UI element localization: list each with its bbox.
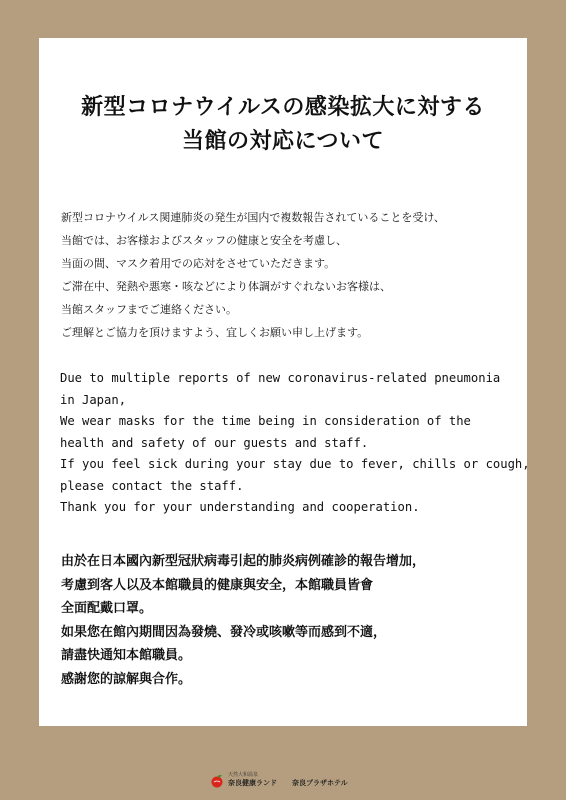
japanese-line: ご理解とご協力を頂けますよう、宜しくお願い申し上げます。 xyxy=(61,326,369,339)
title-line-2: 当館の対応について xyxy=(181,128,385,154)
english-line: in Japan, xyxy=(60,392,127,407)
chinese-line: 請盡快通知本館職員。 xyxy=(61,648,192,663)
chinese-notice xyxy=(61,550,513,691)
english-line: please contact the staff. xyxy=(60,478,244,493)
notice-title xyxy=(39,90,527,158)
apple-leaf-logo-icon xyxy=(210,774,224,788)
footer-brand xyxy=(0,770,566,794)
japanese-line: 当面の間、マスク着用での応対をさせていただきます。 xyxy=(61,257,336,270)
notice-sheet xyxy=(39,38,530,726)
footer-tagline: 天然大和温泉 xyxy=(228,772,259,778)
chinese-line: 全面配戴口罩。 xyxy=(61,601,153,616)
chinese-line: 感謝您的諒解與合作。 xyxy=(61,671,192,687)
english-notice xyxy=(60,368,530,519)
title-line-1: 新型コロナウイルスの感染拡大に対する xyxy=(81,94,485,120)
footer-name-plaza-hotel: 奈良プラザホテル xyxy=(292,779,348,787)
english-line: Due to multiple reports of new coronavirus-related pneumonia xyxy=(60,371,501,385)
english-line: We wear masks for the time being in consideration of the xyxy=(60,414,471,428)
japanese-notice xyxy=(61,206,513,344)
chinese-line: 由於在日本國內新型冠狀病毒引起的肺炎病例確診的報告增加， xyxy=(61,554,426,569)
chinese-line: 考慮到客人以及本館職員的健康與安全，本館職員皆會 xyxy=(61,577,374,593)
japanese-line: ご滞在中、発熱や悪寒・咳などにより体調がすぐれないお客様は、 xyxy=(61,280,391,293)
japanese-line: 当館では、お客様およびスタッフの健康と安全を考慮し、 xyxy=(61,234,347,247)
japanese-line: 当館スタッフまでご連絡ください。 xyxy=(61,303,237,316)
chinese-line: 如果您在館內期間因為發燒、發冷或咳嗽等而感到不適， xyxy=(61,624,387,640)
english-line: Thank you for your understanding and cooperation. xyxy=(60,500,420,514)
footer-name-health-land: 奈良健康ランド xyxy=(228,779,277,787)
english-line: If you feel sick during your stay due to fever, chills or cough, xyxy=(60,457,530,471)
english-line: health and safety of our guests and staff. xyxy=(60,435,369,450)
japanese-line: 新型コロナウイルス関連肺炎の発生が国内で複数報告されていることを受け、 xyxy=(61,211,445,224)
